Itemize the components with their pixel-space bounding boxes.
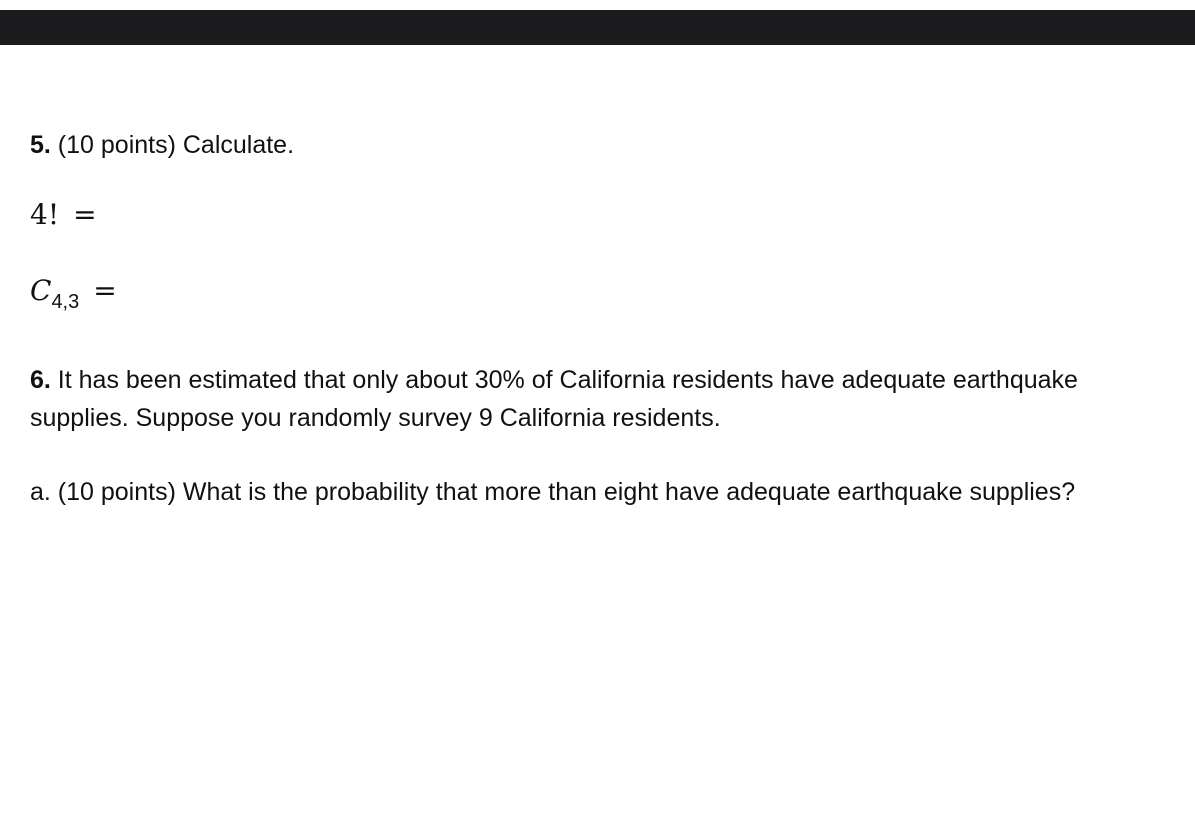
factorial-lhs: 4! [30, 198, 60, 231]
factorial-expression [30, 200, 97, 230]
combination-expression [30, 274, 117, 313]
question-5-prompt: (10 points) Calculate. [50, 131, 295, 159]
combination-subscript: 4,3 [51, 291, 80, 313]
combination-equals: = [93, 274, 117, 307]
question-6-part-a: a. (10 points) What is the probability that more than eight have adequate earthquake supplies? [30, 478, 1076, 506]
question-6-text-1: It has been estimated that only about 30% of California residents have adequate earthquake [50, 366, 1078, 394]
question-5-heading [30, 130, 294, 160]
question-6-line-1 [30, 365, 1078, 395]
question-6-line-2: supplies. Suppose you randomly survey 9 California residents. [30, 404, 721, 432]
question-6-number: 6. [30, 366, 51, 394]
question-5-number: 5. [30, 131, 51, 159]
factorial-equals: = [73, 198, 97, 231]
combination-var: C [30, 274, 52, 307]
